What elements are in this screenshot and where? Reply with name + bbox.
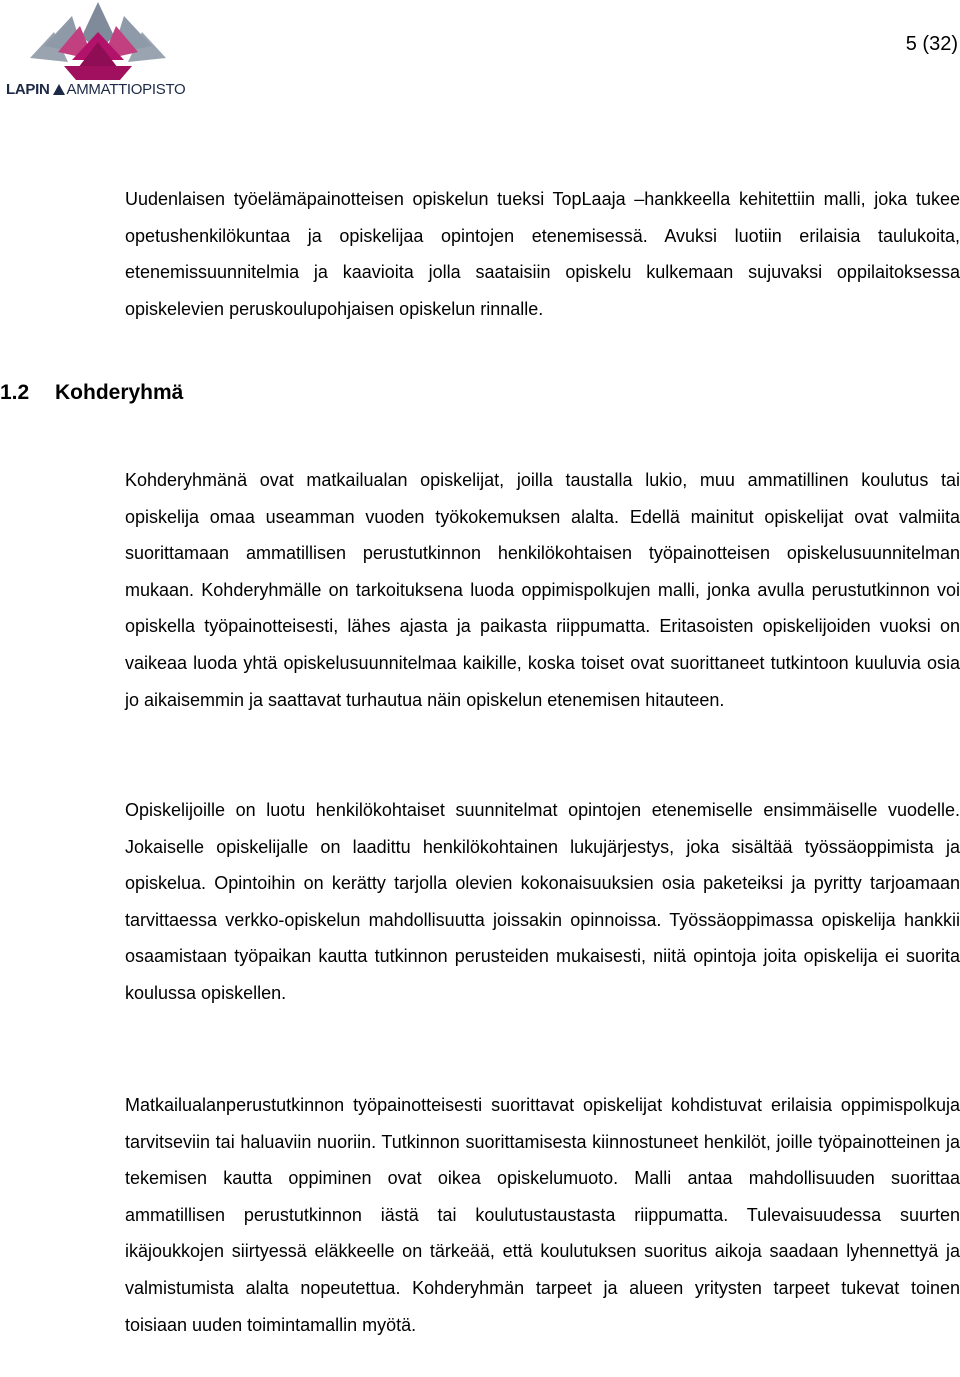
paragraph-intro: Uudenlaisen työelämäpainotteisen opiskelun tueksi TopLaaja –hankkeella kehitettiin malli, joka tukee opetushenkilökuntaa ja opiskelijaa opintojen etenemisessä. Avuksi luotiin erilaisia taulukoita, etenemissuunnitelmia ja kaavioita jolla saataisiin opiskelu kulkemaan sujuvaksi oppilaitoksessa opiskelevien peruskoulupohjaisen opiskelun rinnalle. bbox=[125, 189, 960, 319]
paragraph-tourism-degree: Matkailualanperustutkinnon työpainotteisesti suorittavat opiskelijat kohdistuvat erilaisia oppimispolkuja tarvitseviin tai haluaviin nuoriin. Tutkinnon suorittamisesta kiinnostuneet henkilöt, joille työpainotteinen ja tekemisen kautta oppiminen ovat oikea opiskelumuoto. Malli antaa mahdollisuuden suorittaa ammatillisen perustutkinnon iästä tai koulutustaustasta riippumatta. Tulevaisuudessa suurten ikäjoukkojen siirtyessä eläkkeelle on tärkeää, että koulutuksen suoritus aikoja saadaan lyhennettyä ja valmistumista alalta nopeutettua. Kohderyhmän tarpeet ja alueen yritysten tarpeet tukevat toinen toisiaan uuden toimintamallin myötä. bbox=[125, 1095, 960, 1335]
paragraph-personal-plans: Opiskelijoille on luotu henkilökohtaiset suunnitelmat opintojen etenemiselle ensimmäiselle vuodelle. Jokaiselle opiskelijalle on laadittu henkilökohtainen lukujärjestys, joka sisältää työssäoppimista ja opiskelua. Opintoihin on kerätty tarjolla olevien kokonaisuuksien osia paketeiksi ja pyritty tarjoamaan tarvittaessa verkko-opiskelun mahdollisuutta joissakin opinnoissa. Työssäoppimassa opiskelija hankkii osaamistaan työpaikan kautta tutkinnon perusteiden mukaisesti, niitä opintoja joita opiskelija ei suorita koulussa opiskellen. bbox=[125, 800, 960, 1003]
section-heading bbox=[0, 375, 183, 411]
lotus-flower-icon bbox=[28, 2, 168, 84]
logo-name-text: AMMATTIOPISTO bbox=[66, 81, 186, 98]
logo-brand-text: LAPIN bbox=[6, 81, 50, 98]
paragraph-target-group: Kohderyhmänä ovat matkailualan opiskelijat, joilla taustalla lukio, muu ammatillinen koulutus tai opiskelija omaa useamman vuoden työkokemuksen alalta. Edellä mainitut opiskelijat ovat valmiita suorittamaan ammatillisen perustutkinnon henkilökohtaisen työpainotteisen opiskelusuunnitelman mukaan. Kohderyhmälle on tarkoituksena luoda oppimispolkujen malli, jonka avulla perustutkinnon voi opiskella työpainotteisesti, lähes ajasta ja paikasta riippumatta. Eritasoisten opiskelijoiden vuoksi on vaikeaa luoda yhtä opiskelusuunnitelmaa kaikille, koska toiset ovat suorittaneet tutkintoon kuuluvia osia jo aikaisemmin ja saattavat turhautua näin opiskelun etenemisen hitauteen. bbox=[125, 470, 960, 710]
section-title: Kohderyhmä bbox=[55, 381, 184, 404]
page-number: 5 (32) bbox=[905, 33, 958, 55]
section-number: 1.2 bbox=[0, 381, 30, 404]
lapin-ammattiopisto-logo bbox=[6, 2, 186, 98]
logo-triangle-icon bbox=[53, 84, 65, 95]
